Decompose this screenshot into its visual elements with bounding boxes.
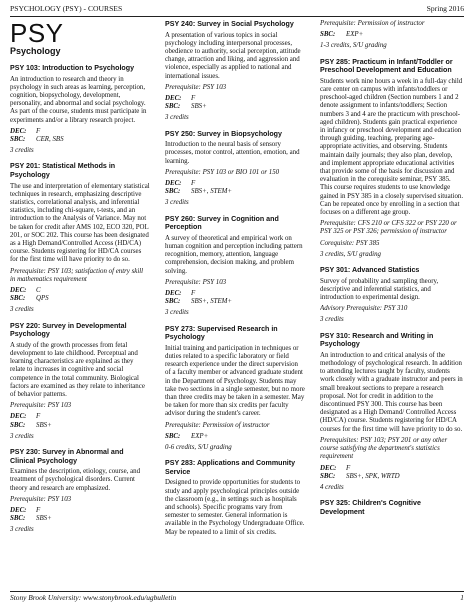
requirement-key: SBC: [320,472,336,480]
requirement-value: SBS+, STEM+ [191,188,233,196]
requirement-value: EXP+ [191,432,209,440]
course-entry [10,162,150,314]
running-header [10,4,464,16]
course-prerequisite: Prerequisite: PSY 103 [10,495,72,503]
course-credits: 3 credits [10,526,34,534]
column-3 [320,20,464,588]
course-requirement-row [10,422,150,430]
course-requirement-row [10,128,150,136]
requirement-key: DEC: [10,127,27,135]
course-requirement-row [320,31,464,39]
course-prerequisite: Prerequisite: PSY 103 or BIO 101 or 150 [165,168,280,176]
column-2 [165,20,305,588]
requirement-value: SBS+ [36,515,52,523]
requirement-key: SBC: [165,188,181,196]
course-title: PSY 240: Survey in Social Psychology [165,20,294,28]
course-title: PSY 250: Survey in Biopsychology [165,129,282,138]
course-list-col3 [320,20,464,516]
course-prerequisite: Prerequisite: PSY 103 [165,83,227,91]
course-credits: 4 credits [320,483,344,491]
course-requirement-row [10,136,150,144]
requirement-value: SBS+, SPK, WRTD [346,472,400,480]
header-rule [10,16,464,17]
course-credits: 1-3 credits, S/U grading [320,42,387,50]
course-entry [320,20,464,51]
requirement-key: DEC: [320,464,337,472]
requirement-value: F [191,290,196,298]
course-title: PSY 283: Applications and Community Service [165,459,296,476]
course-prerequisite: Advisory Prerequisite: PSY 310 [320,305,408,313]
course-requirement-row [10,413,150,421]
course-credits: 3 credits, S/U grading [320,250,381,258]
course-requirement-row [10,287,150,295]
header-term: Spring 2016 [426,4,464,13]
department-name: Psychology [10,46,61,56]
course-credits: 0-6 credits, S/U grading [165,444,232,452]
course-title: PSY 260: Survey in Cognition and Perception [165,214,279,232]
course-list-col1 [10,64,150,535]
course-entry [320,332,464,492]
course-prerequisite: Prerequisite: CFS 210 or CFS 322 or PSY 220 or PSY 325 or PSY 326; permission of instructor [320,220,457,236]
course-requirement-row [165,298,305,306]
requirement-value: F [36,127,41,135]
column-1 [10,20,150,588]
course-description: Initial training and participation in techniques or duties related to a specific laboratory or field research experience under the direct supervision of a faculty member or advanced graduate student in the Department of Psychology. Students may take two sections in a single semester, but no more than three credits may be taken in a semester. May be taken for more than six credits per faculty advisor during the student's career. [165,344,305,418]
course-title: PSY 230: Survey in Abnormal and Clinical Psychology [10,448,124,465]
running-footer [10,593,464,602]
course-requirement-row [165,290,305,298]
requirement-value: F [346,464,351,472]
page-number: 1 [460,593,464,602]
course-credits: 3 credits [10,432,34,440]
requirement-key: SBC: [10,515,26,523]
course-entry [165,130,305,208]
course-entry [320,58,464,259]
course-entry [320,499,464,516]
course-title: PSY 273: Supervised Research in Psychology [165,324,278,342]
course-entry [165,215,305,318]
requirement-key: DEC: [165,180,182,188]
course-description: Survey of probability and sampling theory, descriptive and inferential statistics, and introduction to experimental design. [320,277,439,302]
course-title: PSY 310: Research and Writing in Psychology [320,331,434,349]
course-requirement-row [10,507,150,515]
course-credits: 3 credits [320,316,344,324]
course-requirement-row [165,180,305,188]
footer-rule [10,591,464,592]
course-prerequisite: Prerequisite: Permission of instructor [165,421,270,429]
course-title: PSY 285: Practicum in Infant/Toddler or Preschool Development and Education [320,57,453,75]
course-description: Students work nine hours a week in a full-day child care center on campus with infants/toddlers or preschool-aged children (Section numbers 1 and 2 denote assignment to infants/toddlers; Section numbers 3 and 4 are the practicum with preschool-aged children). Students gain practical experience in infancy or preschool development and education through guiding, teaching, preparing age-appropriate activities, and observing. Students maintain daily journals; they also plan, develop, and implement appropriate educational activities that provide some of the basis for discussion and evaluation in the corequisite seminar, PSY 385. This course requires students to use knowledge gained in PSY 385 in a closely supervised situation. Can be repeated once by enrolling in a section that focuses on a different age group. [320,77,464,217]
requirement-value: F [191,180,196,188]
course-list-col2 [165,20,305,537]
course-requirement-row [165,95,305,103]
requirement-value: F [36,507,41,515]
course-requirement-row [320,465,464,473]
requirement-key: SBC: [10,136,26,144]
header-title: PSYCHOLOGY (PSY) - COURSES [10,4,123,13]
course-prerequisite: Prerequisites: PSY 103; PSY 201 or any other course satisfying the department's statistics requirement [320,436,448,461]
requirement-key: SBC: [165,298,181,306]
course-description: A presentation of various topics in social psychology including interpersonal processes, obedience to authority, social perception, attitude change, attraction and liking, and aggression and violence, especially as applied to national and international issues. [165,31,301,80]
course-prerequisite: Prerequisite: Permission of instructor [320,20,425,27]
course-description: A survey of theoretical and empirical work on human cognition and perception including pattern recognition, memory, attention, language comprehension, decision making, and problem solving. [165,234,303,275]
course-entry [10,64,150,155]
course-prerequisite: Prerequisite: PSY 103 [165,278,227,286]
course-entry [165,459,305,537]
course-prerequisite: Prerequisite: PSY 103; satisfaction of entry skill in mathematics requirement [10,267,144,283]
requirement-key: SBC: [165,432,181,440]
course-requirement-row [165,433,305,441]
requirement-value: C [36,287,41,295]
course-title: PSY 103: Introduction to Psychology [10,64,135,72]
requirement-value: F [191,95,196,103]
course-description: An introduction to and critical analysis of the methodology of psychological research. In addition to attending lectures taught by faculty, students work closely with a graduate instructor and peers in small breakout sections to prepare a research proposal. Not for credit in addition to the discontinued PSY 300. This course has been designated as a High Demand/ Controlled Access (HD/CA) course. Students registering for HD/CA courses for the first time will have priority to do so. [320,351,463,433]
course-title: PSY 325: Children's Cognitive Development [320,499,421,516]
course-requirement-row [165,188,305,196]
course-entry [320,266,464,325]
course-title: PSY 201: Statistical Methods in Psychology [10,162,116,180]
requirement-key: DEC: [10,413,27,421]
requirement-value: EXP+ [346,31,364,39]
course-entry [165,325,305,453]
department-code: PSY [10,20,64,48]
course-credits: 3 credits [165,114,189,122]
course-requirement-row [10,515,150,523]
course-credits: 3 credits [165,309,189,317]
requirement-value: SBS+, STEM+ [191,298,233,306]
course-corequisite: Corequisite: PSY 385 [320,239,380,247]
course-entry [165,20,305,123]
course-requirement-row [320,473,464,481]
course-description: The use and interpretation of elementary statistical techniques in research, emphasizing descriptive statistics, correlational analysis, and inferential statistics, including chi-square, t-tests, and an introduction to the Analysis of Variance. May not be taken for credit after AMS 102, ECO 320, POL 201, or SOC 202. This course has been designated as a High Demand/Controlled Access (HD/CA) course. Students registering for HD/CA courses for the first time will have priority to do so. [10,182,150,264]
course-description: A study of the growth processes from fetal development to late childhood. Perceptual and learning characteristics are explained as they relate to increases in cognitive and social competence in the total community. Biological factors are examined as they relate to inheritance of behavior patterns. [10,341,145,399]
course-entry [10,448,150,535]
course-credits: 3 credits [10,147,34,155]
course-description: Introduction to the neural basis of sensory processes, motor control, attention, emotion, and learning. [165,141,300,165]
requirement-key: DEC: [10,287,27,295]
requirement-key: DEC: [10,507,27,515]
course-credits: 3 credits [165,199,189,207]
requirement-key: SBC: [320,31,336,39]
requirement-value: F [36,413,41,421]
requirement-key: SBC: [165,103,181,111]
course-title: PSY 301: Advanced Statistics [320,266,420,275]
course-credits: 3 credits [10,306,34,314]
course-description: Examines the description, etiology, course, and treatment of psychological disorders. Current theory and research are emphasized. [10,468,141,492]
course-requirement-row [10,295,150,303]
requirement-value: SBS+ [36,421,52,429]
course-description: Designed to provide opportunities for students to study and apply psychological principles outside the classroom (e.g., in settings such as hospitals and schools). Specific programs vary from semester to semester. General information is available in the Psychology Undergraduate Office. May be repeated to a limit of six credits. [165,479,305,536]
requirement-value: SBS+ [191,103,207,111]
course-requirement-row [165,103,305,111]
course-title: PSY 220: Survey in Developmental Psychology [10,321,127,339]
requirement-value: QPS [36,295,49,303]
course-prerequisite: Prerequisite: PSY 103 [10,402,72,410]
requirement-key: DEC: [165,290,182,298]
requirement-value: CER, SBS [36,136,64,144]
course-description: An introduction to research and theory in psychology in such areas as learning, perception, cognition, biopsychology, development, personality, and abnormal and social psychology. As part of the course, students must participate in experiments and/or a library research project. [10,75,147,124]
requirement-key: SBC: [10,295,26,303]
requirement-key: DEC: [165,95,182,103]
footer-source: Stony Brook University: www.stonybrook.edu/ugbulletin [10,593,177,602]
requirement-key: SBC: [10,421,26,429]
course-entry [10,322,150,441]
